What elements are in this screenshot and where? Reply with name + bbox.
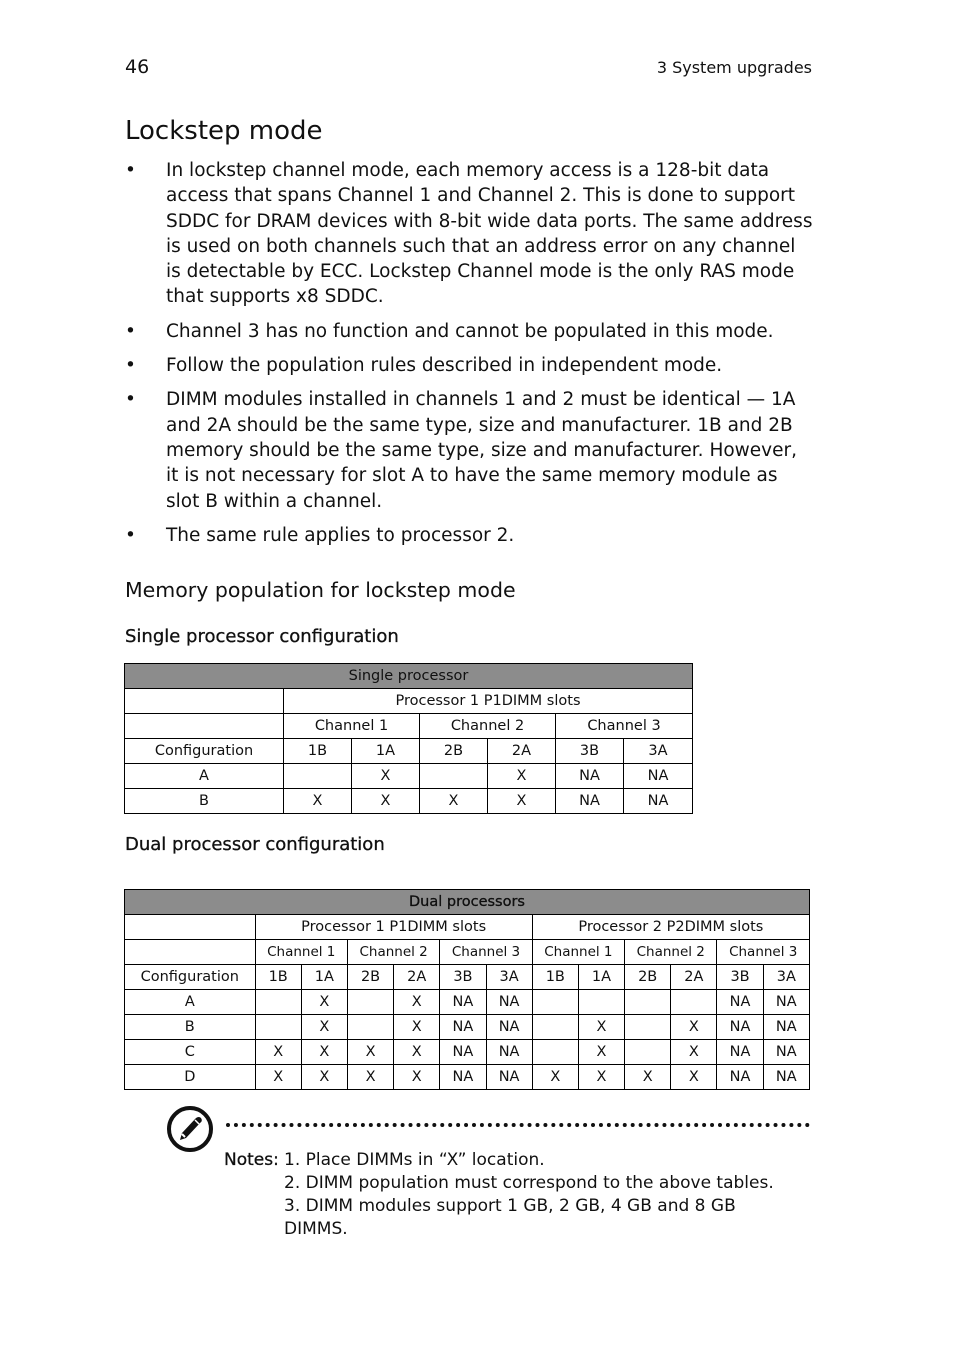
bullet-item [125, 353, 815, 378]
table-cell [532, 1040, 578, 1065]
table-cell: X [301, 1040, 347, 1065]
note-item: 2. DIMM population must correspond to the above tables. [284, 1173, 774, 1193]
table-cell: X [532, 1065, 578, 1090]
table-cell: X [578, 1015, 624, 1040]
table-cell: NA [624, 764, 693, 789]
table-cell: NA [486, 1040, 532, 1065]
bullet-list [125, 158, 815, 557]
table-row [125, 1015, 810, 1040]
slot-label: 1B [255, 965, 301, 990]
table-cell: X [578, 1065, 624, 1090]
table-cell: X [671, 1065, 717, 1090]
config-cell: A [125, 990, 256, 1015]
table-cell: NA [440, 1015, 486, 1040]
config-label: Configuration [125, 739, 284, 764]
config-cell: C [125, 1040, 256, 1065]
table-cell [255, 990, 301, 1015]
table-cell [625, 1015, 671, 1040]
table-cell: X [347, 1040, 393, 1065]
slot-label: 3B [556, 739, 624, 764]
table-cell: X [284, 789, 352, 814]
bullet-symbol: • [125, 320, 136, 342]
table-row [125, 1065, 810, 1090]
config-cell: B [125, 1015, 256, 1040]
table-cell: X [301, 1015, 347, 1040]
bullet-text: DIMM modules installed in channels 1 and 2 must be identical — 1A and 2A should be the same type, size and manufacturer. 1B and 2B memory should be the same type, size and manufacturer. However, it is not necessary for slot A to have the same memory module as slot B within a channel. [166, 389, 797, 512]
empty-cell [125, 689, 284, 714]
channel-label: Channel 2 [420, 714, 556, 739]
table-row [125, 764, 693, 789]
config-cell: B [125, 789, 284, 814]
table-cell: NA [624, 789, 693, 814]
table-cell: X [352, 764, 420, 789]
table-cell: NA [763, 990, 809, 1015]
bullet-symbol: • [125, 524, 136, 546]
table-cell: NA [486, 1015, 532, 1040]
table-cell: X [625, 1065, 671, 1090]
channel-label: Channel 3 [440, 940, 532, 965]
single-table-title: Single processor configuration [125, 626, 399, 647]
bullet-text: The same rule applies to processor 2. [166, 524, 515, 546]
table-cell: NA [486, 990, 532, 1015]
table-row [125, 1040, 810, 1065]
slot-label: 2A [488, 739, 556, 764]
channel-label: Channel 1 [284, 714, 420, 739]
table-cell: NA [717, 990, 763, 1015]
bullet-item [125, 158, 815, 310]
table-cell: X [671, 1015, 717, 1040]
slot-label: 1A [301, 965, 347, 990]
single-processor-table [124, 663, 693, 814]
table-cell [347, 990, 393, 1015]
slot-label: 1B [284, 739, 352, 764]
slot-label: 3B [440, 965, 486, 990]
bullet-text: Follow the population rules described in independent mode. [166, 355, 723, 377]
slot-label: 3B [717, 965, 763, 990]
table-cell: X [578, 1040, 624, 1065]
channel-label: Channel 2 [347, 940, 439, 965]
table-cell: X [394, 1015, 440, 1040]
table-cell [671, 990, 717, 1015]
bullet-item [125, 523, 815, 548]
table-row [125, 990, 810, 1015]
bullet-symbol: • [125, 355, 136, 377]
slot-label: 1A [578, 965, 624, 990]
channel-label: Channel 3 [717, 940, 810, 965]
table-cell [532, 1015, 578, 1040]
table-cell [625, 990, 671, 1015]
channel-label: Channel 2 [625, 940, 717, 965]
table-cell: X [420, 789, 488, 814]
empty-cell [125, 915, 256, 940]
note-item: 3. DIMM modules support 1 GB, 2 GB, 4 GB and 8 GB DIMMS. [284, 1196, 736, 1239]
slot-label: 2B [347, 965, 393, 990]
table-cell: NA [717, 1040, 763, 1065]
channel-label: Channel 3 [556, 714, 693, 739]
config-label: Configuration [125, 965, 256, 990]
slot-label: 3A [486, 965, 532, 990]
slot-label: 2B [625, 965, 671, 990]
table-cell: NA [556, 764, 624, 789]
table-cell: NA [440, 1065, 486, 1090]
table-header: Single processor [125, 664, 693, 689]
bullet-item [125, 387, 815, 513]
bullet-symbol: • [125, 160, 136, 181]
page-number: 46 [125, 56, 150, 78]
table-cell: X [255, 1040, 301, 1065]
config-cell: A [125, 764, 284, 789]
note-divider [226, 1123, 810, 1127]
processor-label: Processor 1 P1DIMM slots [255, 915, 532, 940]
dual-processor-table [124, 889, 810, 1090]
notes-label: Notes: [224, 1150, 279, 1170]
empty-cell [125, 940, 256, 965]
table-cell: X [301, 990, 347, 1015]
table-cell [284, 764, 352, 789]
table-cell: NA [440, 990, 486, 1015]
table-cell: X [394, 990, 440, 1015]
note-item: 1. Place DIMMs in “X” location. [284, 1150, 545, 1170]
table-cell [347, 1015, 393, 1040]
slot-label: 1B [532, 965, 578, 990]
notes-list [284, 1149, 804, 1241]
table-cell: NA [717, 1015, 763, 1040]
table-cell [255, 1015, 301, 1040]
table-cell: X [488, 764, 556, 789]
table-header: Dual processors [125, 890, 810, 915]
processor-label: Processor 1 P1DIMM slots [284, 689, 693, 714]
chapter-title: 3 System upgrades [656, 58, 812, 77]
table-cell [625, 1040, 671, 1065]
empty-cell [125, 714, 284, 739]
note-pencil-icon [166, 1105, 214, 1153]
slot-label: 3A [624, 739, 693, 764]
table-cell: NA [763, 1040, 809, 1065]
slot-label: 2B [420, 739, 488, 764]
table-cell: NA [763, 1015, 809, 1040]
table-cell: NA [440, 1040, 486, 1065]
bullet-item [125, 319, 815, 344]
table-cell: X [394, 1040, 440, 1065]
table-cell: X [301, 1065, 347, 1090]
table-cell [420, 764, 488, 789]
slot-label: 1A [352, 739, 420, 764]
table-cell: NA [717, 1065, 763, 1090]
dual-table-title: Dual processor configuration [125, 834, 385, 855]
subsection-title: Memory population for lockstep mode [125, 578, 516, 602]
table-cell: X [488, 789, 556, 814]
processor-label: Processor 2 P2DIMM slots [532, 915, 809, 940]
table-cell [578, 990, 624, 1015]
bullet-symbol: • [125, 389, 136, 411]
table-cell: NA [556, 789, 624, 814]
table-cell: NA [486, 1065, 532, 1090]
table-row [125, 789, 693, 814]
config-cell: D [125, 1065, 256, 1090]
bullet-text: Channel 3 has no function and cannot be populated in this mode. [166, 320, 774, 342]
table-cell: X [347, 1065, 393, 1090]
slot-label: 2A [394, 965, 440, 990]
channel-label: Channel 1 [532, 940, 624, 965]
slot-label: 2A [671, 965, 717, 990]
bullet-text: In lockstep channel mode, each memory access is a 128-bit data access that spans Channel 1 and Channel 2. This is done to support SDDC for DRAM devices with 8-bit wide data ports. The same address is used on both channels such that an address error on any channel is detectable by ECC. Lockstep Channel mode is the only RAS mode that supports x8 SDDC. [166, 160, 813, 308]
table-cell: X [394, 1065, 440, 1090]
table-cell: X [255, 1065, 301, 1090]
table-cell: X [352, 789, 420, 814]
table-cell [532, 990, 578, 1015]
table-cell: X [671, 1040, 717, 1065]
section-title: Lockstep mode [125, 116, 323, 146]
channel-label: Channel 1 [255, 940, 347, 965]
slot-label: 3A [763, 965, 809, 990]
table-cell: NA [763, 1065, 809, 1090]
